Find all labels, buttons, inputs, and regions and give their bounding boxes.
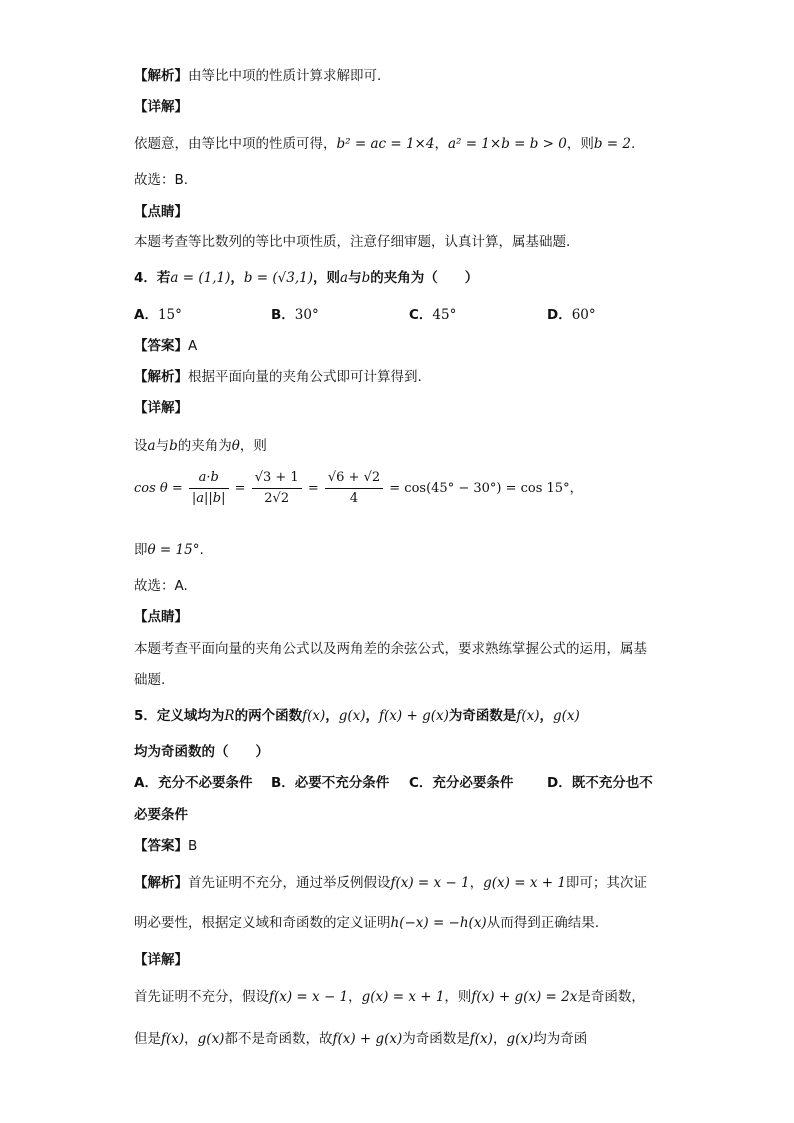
- result-line: [134, 540, 204, 560]
- function-f: f(x): [161, 1031, 185, 1047]
- detail-line-2: [134, 1029, 587, 1049]
- comma: ，: [184, 1031, 198, 1047]
- fraction-root6: [325, 468, 383, 509]
- comma: ，: [492, 1031, 507, 1047]
- fraction-numerator: a·b: [189, 468, 229, 489]
- fraction-numerator: √6 + √2: [325, 468, 383, 489]
- answer-line: [134, 336, 197, 356]
- analysis-text: 由等比中项的性质计算求解即可.: [188, 68, 382, 84]
- answer-value: B: [188, 838, 198, 854]
- analysis-tag: 【解析】: [134, 875, 188, 891]
- equals-sign: =: [234, 481, 246, 496]
- option-d: [547, 773, 653, 793]
- fraction-denominator: |a||b|: [191, 491, 226, 506]
- math-odd-definition: h(−x) = −h(x): [390, 915, 487, 931]
- detail-heading: [134, 950, 188, 970]
- choice-line: [134, 170, 188, 190]
- detail-text: 设: [134, 438, 148, 454]
- fraction-denominator: 4: [349, 491, 359, 506]
- detail-text-then: ，则: [566, 136, 594, 152]
- vector-b: b: [361, 270, 371, 286]
- question-text: 5．定义域均为: [134, 708, 225, 724]
- math-f-def: f(x) = x − 1: [390, 875, 470, 891]
- comment-tag: 【点睛】: [134, 204, 188, 220]
- cos-rhs: = cos(45° − 30°) = cos 15°: [389, 481, 570, 496]
- detail-text: 与: [155, 438, 170, 454]
- detail-line-1: [134, 987, 645, 1007]
- math-g-def: g(x) = x + 1: [361, 989, 445, 1005]
- option-text: C．充分必要条件: [409, 775, 514, 791]
- function-f: f(x): [469, 1031, 493, 1047]
- set-R: R: [224, 708, 235, 724]
- function-g: g(x): [338, 708, 366, 724]
- analysis-tag: 【解析】: [134, 369, 188, 385]
- then-text: ，则: [313, 270, 341, 286]
- analysis-line: [134, 66, 381, 86]
- math-b-value: b = 2: [593, 136, 631, 152]
- detail-line: [134, 436, 267, 456]
- comment-text: 本题考查等比数列的等比中项性质，注意仔细审题，认真计算，属基础题.: [134, 234, 571, 250]
- fraction-denominator: 2√2: [264, 491, 290, 506]
- choice-line: [134, 576, 188, 596]
- question-tail: 的夹角为（ ）: [370, 270, 479, 286]
- analysis-text: 首先证明不充分，通过举反例假设: [188, 875, 391, 891]
- detail-tag: 【详解】: [134, 99, 188, 115]
- detail-line: [134, 134, 635, 154]
- answer-line: [134, 836, 197, 856]
- question-text: 均为奇函数的（ ）: [134, 744, 269, 760]
- vector-b: b: [169, 438, 178, 454]
- theta-value: θ = 15°: [147, 542, 200, 558]
- analysis-text: 明必要性，根据定义域和奇函数的定义证明: [134, 915, 391, 931]
- analysis-text: 从而得到正确结果.: [486, 915, 599, 931]
- comma: ，: [539, 708, 554, 724]
- question-text: 为奇函数是: [448, 708, 517, 724]
- comment-line-2: [134, 670, 165, 690]
- comma: ，: [325, 708, 339, 724]
- function-g: g(x): [197, 1031, 225, 1047]
- function-sum: f(x) + g(x): [332, 1031, 403, 1047]
- function-f: f(x): [516, 708, 540, 724]
- analysis-text: 即可；其次证: [565, 875, 647, 891]
- detail-text: ，则: [444, 989, 472, 1005]
- separator: ，: [434, 136, 448, 152]
- comma: ，: [469, 875, 484, 891]
- function-sum: f(x) + g(x): [379, 708, 449, 724]
- fraction-dot-over-norms: [189, 468, 229, 509]
- comment-text: 础题.: [134, 672, 166, 688]
- comma: ，: [569, 481, 583, 496]
- theta: θ: [231, 438, 240, 454]
- period: .: [631, 136, 636, 152]
- option-value: 15°: [157, 307, 182, 323]
- option-text: D．既不充分也不: [547, 775, 653, 791]
- detail-text: 依题意，由等比中项的性质可得，: [134, 136, 337, 152]
- detail-text: 均为奇函: [533, 1031, 588, 1047]
- fraction-root3: [252, 468, 302, 509]
- detail-tag: 【详解】: [134, 952, 188, 968]
- detail-text: 的夹角为: [177, 438, 232, 454]
- detail-text: 都不是奇函数，故: [224, 1031, 333, 1047]
- detail-tag: 【详解】: [134, 400, 188, 416]
- comment-heading: [134, 607, 188, 627]
- vector-a-def: a = (1,1): [170, 270, 231, 286]
- comment-tag: 【点睛】: [134, 609, 188, 625]
- option-b: [271, 773, 389, 793]
- result-text: 即: [134, 542, 148, 558]
- math-g-def: g(x) = x + 1: [483, 875, 566, 891]
- detail-text: 首先证明不充分，假设: [134, 989, 269, 1005]
- period: .: [199, 542, 204, 558]
- option-b: [271, 305, 319, 325]
- vector-b-def: b = (√3,1): [243, 270, 314, 286]
- detail-heading: [134, 398, 188, 418]
- detail-text: 为奇函数是: [402, 1031, 470, 1047]
- math-a-squared: a² = 1×b = b > 0: [447, 136, 567, 152]
- detail-heading: [134, 97, 188, 117]
- answer-value: A: [188, 338, 198, 354]
- option-label: A．: [134, 307, 158, 323]
- analysis-tag: 【解析】: [134, 68, 188, 84]
- detail-text: ，则: [239, 438, 267, 454]
- function-f: f(x): [302, 708, 326, 724]
- analysis-text: 根据平面向量的夹角公式即可计算得到.: [188, 369, 422, 385]
- option-a: [134, 305, 182, 325]
- comment-line: [134, 232, 570, 252]
- option-text: 必要条件: [134, 807, 188, 823]
- option-value: 30°: [294, 307, 319, 323]
- option-c: [409, 305, 456, 325]
- option-label: D．: [547, 307, 572, 323]
- analysis-line-1: [134, 873, 647, 893]
- comment-heading: [134, 202, 188, 222]
- fraction-numerator: √3 + 1: [252, 468, 302, 489]
- detail-text: 是奇函数，: [577, 989, 645, 1005]
- vector-a: a: [147, 438, 156, 454]
- comment-text: 本题考查平面向量的夹角公式以及两角差的余弦公式，要求熟练掌握公式的运用，属基: [134, 641, 647, 657]
- question-5-stem-line-2: [134, 742, 269, 762]
- question-number: 4．若: [134, 270, 171, 286]
- comma: ，: [230, 270, 244, 286]
- option-d: [547, 305, 596, 325]
- detail-text: 但是: [134, 1031, 161, 1047]
- comma: ，: [365, 708, 380, 724]
- option-d-continued: [134, 805, 188, 825]
- and-text: 与: [348, 270, 362, 286]
- option-label: C．: [409, 307, 433, 323]
- math-sum: f(x) + g(x) = 2x: [471, 989, 578, 1005]
- answer-tag: 【答案】: [134, 838, 188, 854]
- option-a: [134, 773, 252, 793]
- choice-text: 故选：B.: [134, 172, 189, 188]
- analysis-line: [134, 367, 422, 387]
- cos-lhs: cos θ =: [134, 481, 183, 496]
- option-text: A．充分不必要条件: [134, 775, 253, 791]
- choice-text: 故选：A.: [134, 578, 188, 594]
- comma: ，: [348, 989, 362, 1005]
- question-4-stem: [134, 268, 478, 288]
- analysis-line-2: [134, 913, 599, 933]
- option-label: B．: [271, 307, 295, 323]
- cos-equation: [134, 468, 583, 509]
- option-text: B．必要不充分条件: [271, 775, 390, 791]
- option-c: [409, 773, 513, 793]
- function-g: g(x): [553, 708, 580, 724]
- option-value: 45°: [432, 307, 457, 323]
- function-g: g(x): [506, 1031, 534, 1047]
- vector-a: a: [340, 270, 349, 286]
- math-f-def: f(x) = x − 1: [269, 989, 349, 1005]
- math-b-squared: b² = ac = 1×4: [336, 136, 435, 152]
- option-value: 60°: [571, 307, 596, 323]
- comment-line-1: [134, 639, 647, 659]
- question-5-stem-line-1: [134, 706, 580, 726]
- answer-tag: 【答案】: [134, 338, 188, 354]
- question-text: 的两个函数: [234, 708, 303, 724]
- equals-sign: =: [307, 481, 319, 496]
